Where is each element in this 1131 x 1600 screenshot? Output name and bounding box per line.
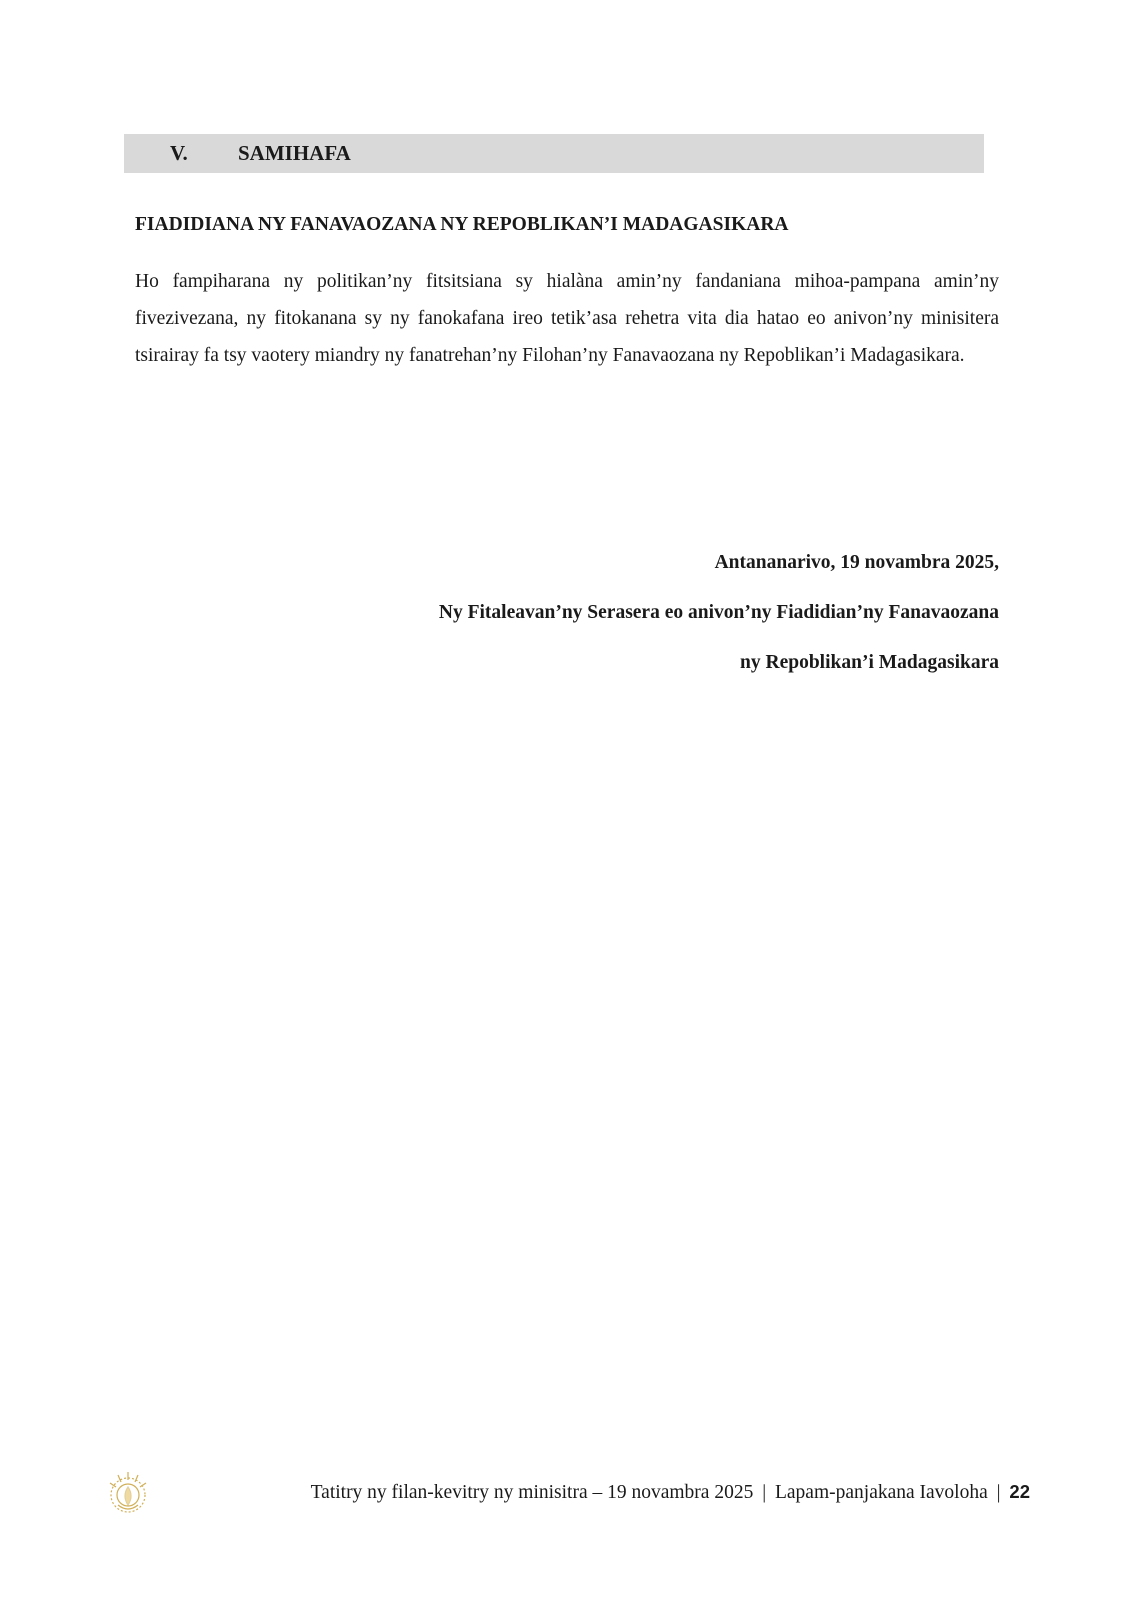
section-heading-bar bbox=[124, 134, 984, 173]
footer-separator: | bbox=[996, 1482, 1001, 1503]
footer-separator: | bbox=[762, 1482, 767, 1503]
signature-role-line-1: Ny Fitaleavan’ny Serasera eo anivon’ny Fiadidian’ny Fanavaozana bbox=[438, 602, 999, 623]
section-title: SAMIHAFA bbox=[238, 141, 351, 165]
signature-block bbox=[239, 550, 999, 675]
page-number: 22 bbox=[1009, 1481, 1030, 1502]
subsection-heading: FIADIDIANA NY FANAVAOZANA NY REPOBLIKAN’I MADAGASIKARA bbox=[135, 214, 789, 235]
body-paragraph: Ho fampiharana ny politikan’ny fitsitsiana sy hialàna amin’ny fandaniana mihoa-pampana amin’ny fivezivezana, ny fitokanana sy ny fanokafana ireo tetik’asa rehetra vita dia hatao eo anivon’ny minisitera tsirairay fa tsy vaotery miandry ny fanatrehan’ny Filohan’ny Fanavaozana ny Repoblikan’i Madagasikara. bbox=[135, 271, 999, 366]
presidency-emblem-icon bbox=[104, 1469, 152, 1517]
signature-place-date: Antananarivo, 19 novambra 2025, bbox=[714, 552, 999, 573]
section-number: V. bbox=[170, 141, 188, 165]
footer-text bbox=[311, 1481, 1030, 1504]
footer-document-title: Tatitry ny filan-kevitry ny minisitra – 19 novambra 2025 bbox=[310, 1482, 754, 1503]
page-footer bbox=[100, 1465, 1040, 1525]
footer-location: Lapam-panjakana Iavoloha bbox=[774, 1482, 988, 1503]
signature-role-line-2: ny Repoblikan’i Madagasikara bbox=[740, 652, 999, 673]
